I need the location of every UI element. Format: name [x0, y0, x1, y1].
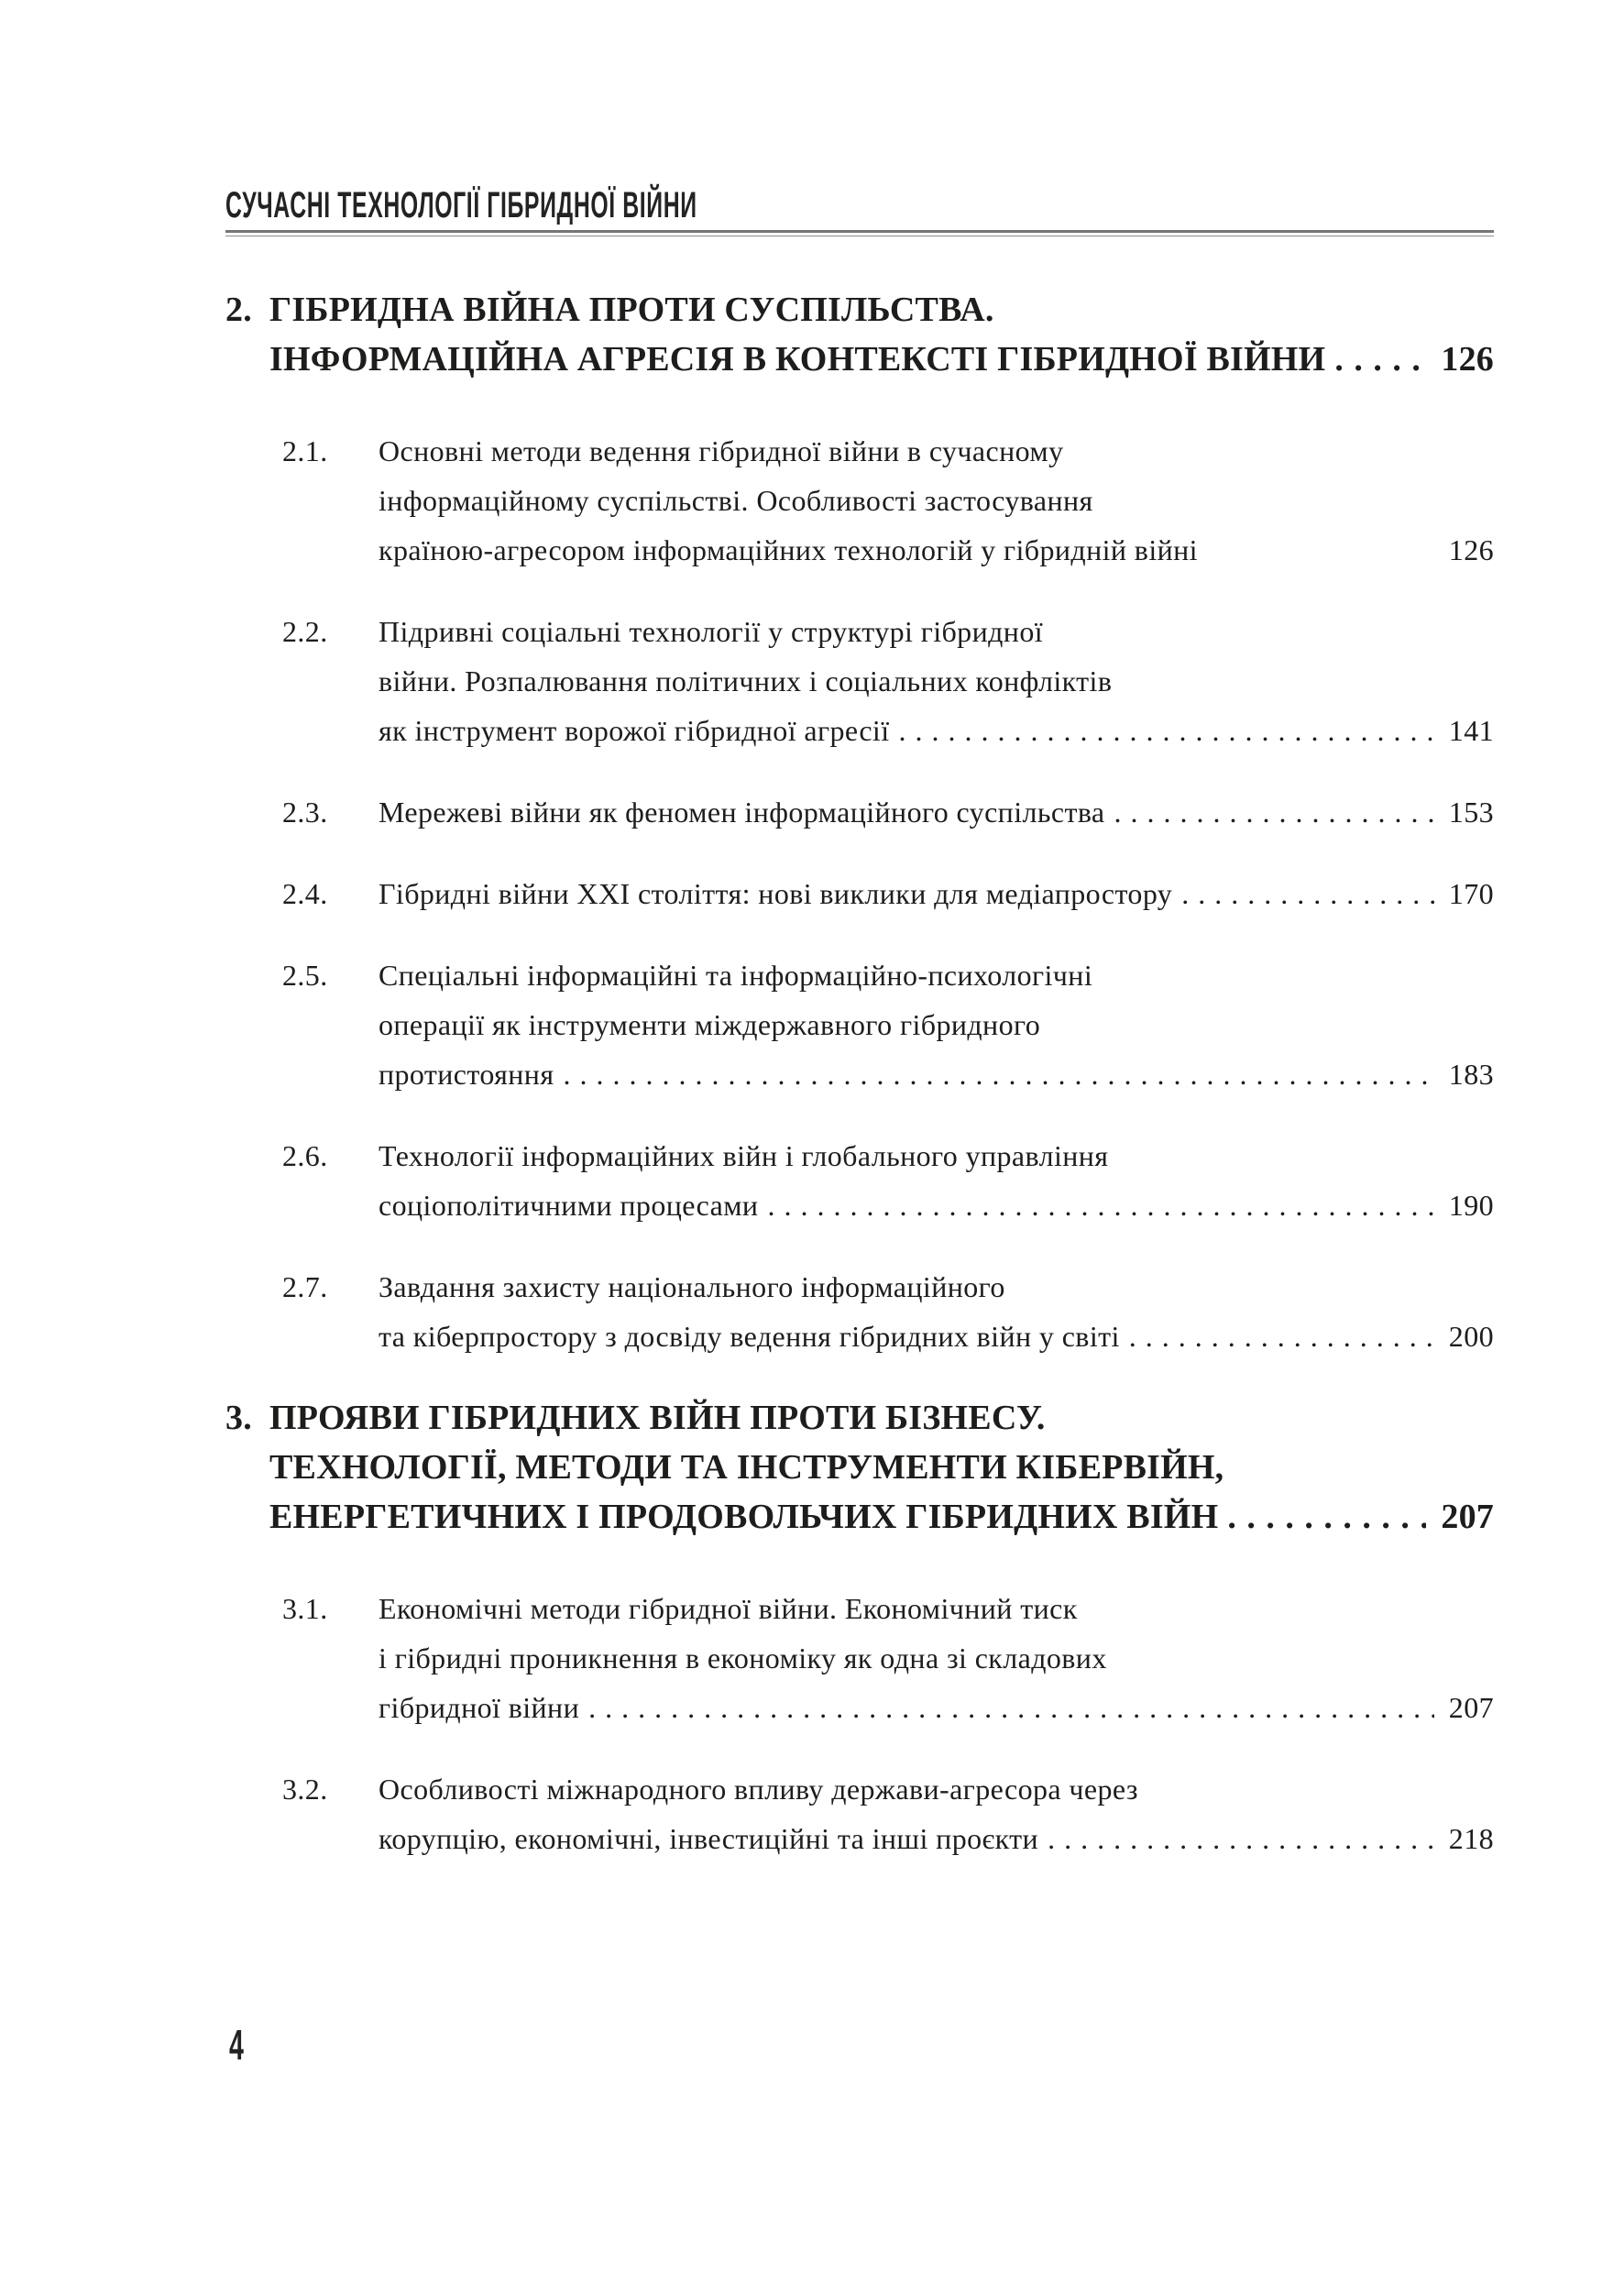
- section-title: [269, 285, 1494, 384]
- dot-leader: [588, 1683, 1434, 1732]
- entry-text: як інструмент ворожої гібридної агресії: [379, 714, 890, 747]
- dot-leader: [1114, 787, 1434, 837]
- section-title-text: ІНФОРМАЦІЙНА АГРЕСІЯ В КОНТЕКСТІ ГІБРИДНОЇ ВІЙНИ: [269, 340, 1326, 379]
- dot-leader: [1181, 869, 1434, 918]
- section-number: 3.: [225, 1399, 252, 1437]
- toc-section: [225, 1393, 1494, 1863]
- entry-page-number: 183: [1448, 1058, 1494, 1091]
- entry-page-number: 141: [1448, 714, 1494, 747]
- entry-page-number: 170: [1448, 877, 1494, 910]
- entry-title: [379, 426, 1494, 575]
- entry-line: [379, 869, 1494, 918]
- toc-entry: [225, 1764, 1494, 1863]
- section-title-page-number: 126: [1441, 340, 1494, 379]
- section-title-line: ГІБРИДНА ВІЙНА ПРОТИ СУСПІЛЬСТВА.: [269, 291, 994, 329]
- entry-title: [379, 1131, 1494, 1230]
- entry-line: і гібридні проникнення в економіку як одна зі складових: [379, 1642, 1107, 1675]
- entry-page-number: 153: [1448, 796, 1494, 829]
- running-header: СУЧАСНІ ТЕХНОЛОГІЇ ГІБРИДНОЇ ВІЙНИ: [225, 185, 697, 225]
- entry-line: Економічні методи гібридної війни. Економічний тиск: [379, 1592, 1078, 1625]
- entry-line: [379, 1049, 1494, 1099]
- section-heading: [225, 1393, 1494, 1542]
- entry-page-number: 190: [1448, 1189, 1494, 1222]
- entry-number: 2.1.: [282, 434, 328, 467]
- entry-number: 2.6.: [282, 1139, 328, 1172]
- entry-page-number: 218: [1448, 1822, 1494, 1855]
- entry-text: Мережеві війни як феномен інформаційного суспільства: [379, 796, 1105, 829]
- table-of-contents: [225, 285, 1494, 1863]
- entry-line: Технології інформаційних війн і глобального управління: [379, 1139, 1109, 1172]
- entry-text: гібридної війни: [379, 1691, 580, 1724]
- toc-section: [225, 285, 1494, 1361]
- toc-entry: [225, 787, 1494, 837]
- entry-page-number: 126: [1448, 533, 1494, 566]
- toc-entry: [225, 869, 1494, 918]
- toc-entry: [225, 1131, 1494, 1230]
- entry-line: інформаційному суспільстві. Особливості застосування: [379, 484, 1093, 517]
- entry-text: соціополітичними процесами: [379, 1189, 759, 1222]
- entry-number: 3.1.: [282, 1592, 328, 1625]
- dot-leader: [563, 1049, 1433, 1099]
- section-title-text: ЕНЕРГЕТИЧНИХ І ПРОДОВОЛЬЧИХ ГІБРИДНИХ ВІЙН: [269, 1498, 1219, 1536]
- toc-entry: [225, 607, 1494, 755]
- entry-title: [379, 607, 1494, 755]
- entry-number: 2.7.: [282, 1270, 328, 1303]
- toc-entry: [225, 950, 1494, 1099]
- entry-title: [379, 869, 1494, 918]
- entry-line: [379, 525, 1494, 575]
- entry-line: Особливості міжнародного впливу держави-агресора через: [379, 1773, 1138, 1806]
- entry-title: [379, 1584, 1494, 1732]
- entry-page-number: 207: [1448, 1691, 1494, 1724]
- entry-number: 2.3.: [282, 796, 328, 829]
- entry-number: 2.2.: [282, 615, 328, 648]
- entry-text: протистояння: [379, 1058, 554, 1091]
- entry-text: Гібридні війни ХХІ століття: нові виклики для медіапростору: [379, 877, 1173, 910]
- entry-title: [379, 1262, 1494, 1361]
- entry-text: корупцію, економічні, інвестиційні та інші проєкти: [379, 1822, 1039, 1855]
- section-title: [269, 1393, 1494, 1542]
- section-title-line: ТЕХНОЛОГІЇ, МЕТОДИ ТА ІНСТРУМЕНТИ КІБЕРВІЙН,: [269, 1448, 1224, 1487]
- section-title-line: [269, 1492, 1494, 1542]
- toc-entry: [225, 1262, 1494, 1361]
- entry-line: [379, 1312, 1494, 1361]
- entry-line: війни. Розпалювання політичних і соціальних конфліктів: [379, 664, 1113, 697]
- entry-title: [379, 1764, 1494, 1863]
- entry-line: Спеціальні інформаційні та інформаційно-психологічні: [379, 959, 1093, 992]
- entry-line: Завдання захисту національного інформаційного: [379, 1270, 1005, 1303]
- entry-title: [379, 787, 1494, 837]
- entry-line: [379, 1180, 1494, 1230]
- section-title-line: ПРОЯВИ ГІБРИДНИХ ВІЙН ПРОТИ БІЗНЕСУ.: [269, 1399, 1046, 1437]
- section-number: 2.: [225, 291, 252, 329]
- entry-page-number: 200: [1448, 1320, 1494, 1353]
- toc-entry: [225, 426, 1494, 575]
- dot-leader: [1129, 1312, 1434, 1361]
- dot-leader: [1334, 335, 1426, 384]
- page-number: 4: [229, 2021, 244, 2069]
- entry-line: [379, 787, 1494, 837]
- entry-line: [379, 1814, 1494, 1863]
- entry-text: країною-агресором інформаційних технологій у гібридній війні: [379, 533, 1198, 566]
- entry-line: Основні методи ведення гібридної війни в сучасному: [379, 434, 1064, 467]
- section-heading: [225, 285, 1494, 384]
- entry-number: 3.2.: [282, 1773, 328, 1806]
- section-title-page-number: 207: [1441, 1498, 1494, 1536]
- page-header: [225, 186, 1494, 236]
- entry-line: Підривні соціальні технології у структурі гібридної: [379, 615, 1044, 648]
- dot-leader: [899, 706, 1434, 755]
- entry-line: операції як інструменти міждержавного гібридного: [379, 1008, 1041, 1041]
- entry-line: [379, 706, 1494, 755]
- toc-entry: [225, 1584, 1494, 1732]
- header-rule: [225, 230, 1494, 236]
- dot-leader: [1227, 1492, 1426, 1542]
- entry-number: 2.4.: [282, 877, 328, 910]
- dot-leader: [1048, 1814, 1434, 1863]
- entry-text: та кіберпростору з досвіду ведення гібридних війн у світі: [379, 1320, 1120, 1353]
- entry-line: [379, 1683, 1494, 1732]
- section-title-line: [269, 335, 1494, 384]
- entry-number: 2.5.: [282, 959, 328, 992]
- entry-title: [379, 950, 1494, 1099]
- dot-leader: [767, 1180, 1433, 1230]
